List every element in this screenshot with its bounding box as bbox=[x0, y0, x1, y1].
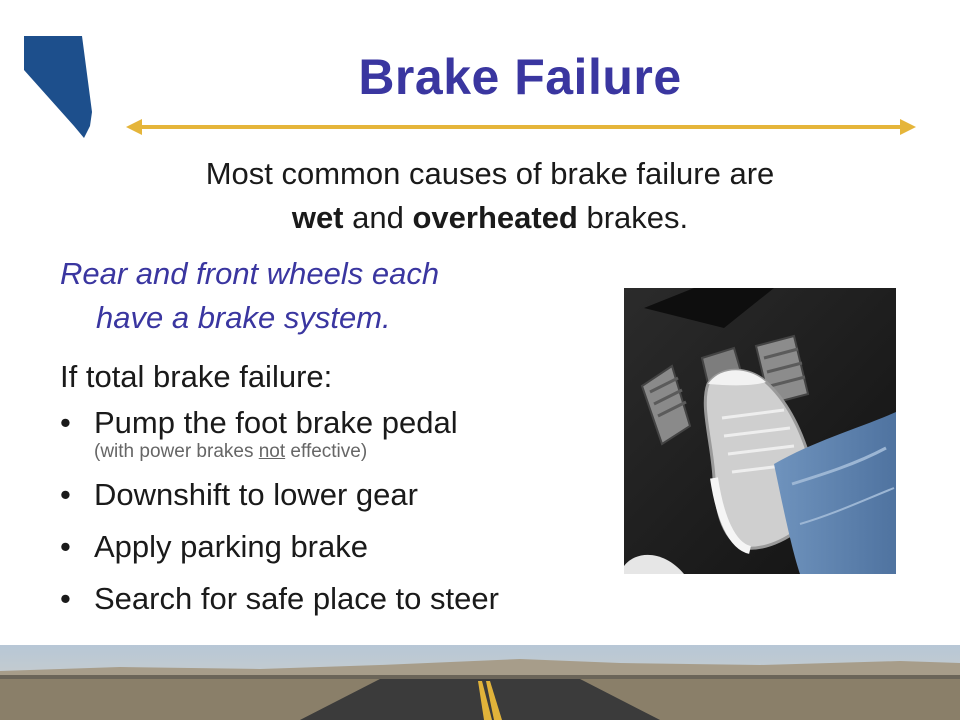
double-arrow-divider bbox=[126, 116, 916, 138]
desert-road-banner bbox=[0, 645, 960, 720]
nevada-state-icon bbox=[22, 30, 102, 140]
bullet-icon: • bbox=[60, 405, 71, 440]
foot-on-brake-pedal-photo bbox=[624, 288, 896, 574]
list-item bbox=[60, 403, 620, 463]
subtitle-wet: wet bbox=[291, 200, 344, 235]
slide-title: Brake Failure bbox=[358, 49, 682, 105]
bullet-icon: • bbox=[60, 529, 71, 564]
failure-intro: If total brake failure: bbox=[60, 359, 333, 394]
list-item bbox=[60, 475, 620, 515]
action-list bbox=[60, 403, 620, 631]
note-line-2: have a brake system. bbox=[96, 300, 391, 335]
brake-system-note bbox=[60, 252, 580, 340]
bullet-text: Apply parking brake bbox=[94, 529, 368, 564]
bullet-icon: • bbox=[60, 581, 71, 616]
subtitle-line-1: Most common causes of brake failure are bbox=[205, 156, 775, 191]
subnote-emphasis: not bbox=[258, 441, 286, 462]
bullet-subnote: (with power brakes not effective) bbox=[94, 441, 368, 462]
slide-subtitle bbox=[100, 152, 880, 240]
list-item bbox=[60, 527, 620, 567]
subtitle-end: brakes. bbox=[577, 200, 689, 235]
bullet-text: Pump the foot brake pedal bbox=[94, 405, 458, 440]
subtitle-and: and bbox=[343, 200, 413, 235]
bullet-text: Search for safe place to steer bbox=[94, 581, 499, 616]
note-line-1: Rear and front wheels each bbox=[60, 256, 440, 291]
subtitle-overheated: overheated bbox=[412, 200, 578, 235]
bullet-icon: • bbox=[60, 477, 71, 512]
bullet-text: Downshift to lower gear bbox=[94, 477, 418, 512]
list-item bbox=[60, 579, 620, 619]
